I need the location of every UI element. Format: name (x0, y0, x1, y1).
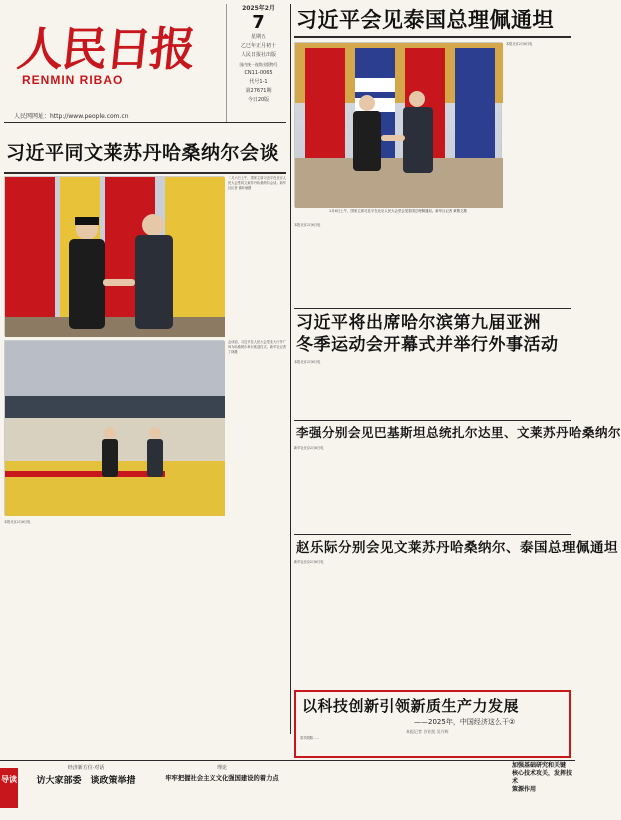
feature-sidebar-line3: 策源作用 (512, 786, 537, 793)
harbin-article-body: 本报北京2月6日电 (294, 360, 321, 364)
guide-column-2[interactable] (152, 764, 292, 818)
divider (294, 420, 571, 421)
main-article-side: 本报北京2月6日电 (506, 42, 533, 46)
meeting-photo (294, 42, 502, 207)
divider (294, 36, 571, 38)
guide-label-text: 导读 (1, 775, 17, 784)
guide-col1-headline[interactable]: 访大家部委 谈政策举措 (36, 776, 136, 786)
ceremony-illustration (5, 341, 225, 516)
talks-illustration (5, 177, 225, 337)
divider (294, 534, 571, 535)
feature-box[interactable] (294, 690, 571, 758)
guide-col2-headline[interactable]: 牢牢把握社会主义文化强国建设的着力点 (165, 775, 279, 782)
issue-number: 第27671期 (245, 88, 272, 94)
issn: 国内统一连续出版物号 (239, 62, 278, 67)
feature-subheadline: ——2025年，中国经济这么干② (414, 718, 516, 726)
masthead (4, 3, 222, 121)
publisher: 人民日报社出版 (240, 52, 276, 58)
left-photo-caption-vertical: 二月六日上午，国家主席习近平在北京人民大会堂同文莱苏丹哈桑纳尔会谈。新华社记者 谢环驰摄 (228, 176, 286, 190)
talks-photo (4, 176, 224, 336)
feature-byline: 本报记者 谷业凯 吴月辉 (406, 729, 449, 734)
li-headline[interactable]: 李强分别会见巴基斯坦总统扎尔达里、文莱苏丹哈桑纳尔 (296, 425, 621, 440)
feature-sidebar-line2: 核心技术攻关，发挥技术 (512, 770, 573, 785)
top-photo-caption: 2月6日上午，国家主席习近平在北京人民大会堂会见泰国总理佩通坦。新华社记者 黄敬文摄 (329, 209, 467, 213)
website-line[interactable]: 人民网网址：http://www.people.com.cn (14, 113, 129, 120)
divider (4, 172, 286, 174)
guide-label (0, 768, 18, 808)
newspaper-logo: 人民日报 (14, 22, 197, 76)
divider (294, 308, 571, 309)
feature-article-body: 春节假期…… (300, 736, 320, 740)
divider (290, 244, 291, 734)
zhao-article-body: 新华社北京2月6日电 (294, 560, 324, 564)
main-headline[interactable]: 习近平会见泰国总理佩通坦 (296, 8, 554, 32)
harbin-headline-line1[interactable]: 习近平将出席哈尔滨第九届亚洲 (296, 313, 541, 333)
left-photo2-caption-vertical: 会谈前，习近平在人民大会堂北大厅外广场为哈桑纳尔举行欢迎仪式。新华社记者 丁林摄 (228, 340, 286, 354)
divider (290, 4, 291, 244)
main-article-body: 本报北京2月6日电 (294, 223, 321, 227)
lunar-date: 乙巳年正月初十 (240, 43, 276, 49)
divider (0, 760, 575, 761)
harbin-headline-line2[interactable]: 冬季运动会开幕式并举行外事活动 (296, 335, 559, 355)
guide-col1-title: 经济新方位·对话 (67, 765, 105, 771)
left-headline[interactable]: 习近平同文莱苏丹哈桑纳尔会谈 (6, 142, 280, 164)
year-month: 2025年2月 (242, 5, 275, 12)
code: 代号1-1 (249, 79, 268, 85)
li-article-body: 新华社北京2月6日电 (294, 446, 324, 450)
welcome-ceremony-photo (4, 340, 224, 515)
weekday: 星期五 (250, 34, 266, 40)
meeting-illustration (295, 43, 503, 208)
issue-info (226, 4, 286, 122)
feature-headline[interactable]: 以科技创新引领新质生产力发展 (302, 697, 520, 715)
divider (4, 122, 286, 123)
zhao-headline[interactable]: 赵乐际分别会见文莱苏丹哈桑纳尔、泰国总理佩通坦 (296, 540, 618, 556)
feature-sidebar-line1: 加强基础研究和关键 (512, 762, 567, 769)
guide-col2-title: 理论 (216, 765, 227, 771)
newspaper-romaji: RENMIN RIBAO (22, 73, 124, 87)
left-article-body: 本报北京2月6日电 (4, 520, 31, 524)
bottom-strip (0, 760, 575, 820)
cn-number: CN11-0065 (244, 70, 273, 76)
guide-column-1[interactable] (22, 764, 150, 818)
day: 7 (252, 12, 265, 33)
page-count: 今日20版 (247, 97, 270, 103)
feature-sidebar-heading (512, 762, 572, 792)
